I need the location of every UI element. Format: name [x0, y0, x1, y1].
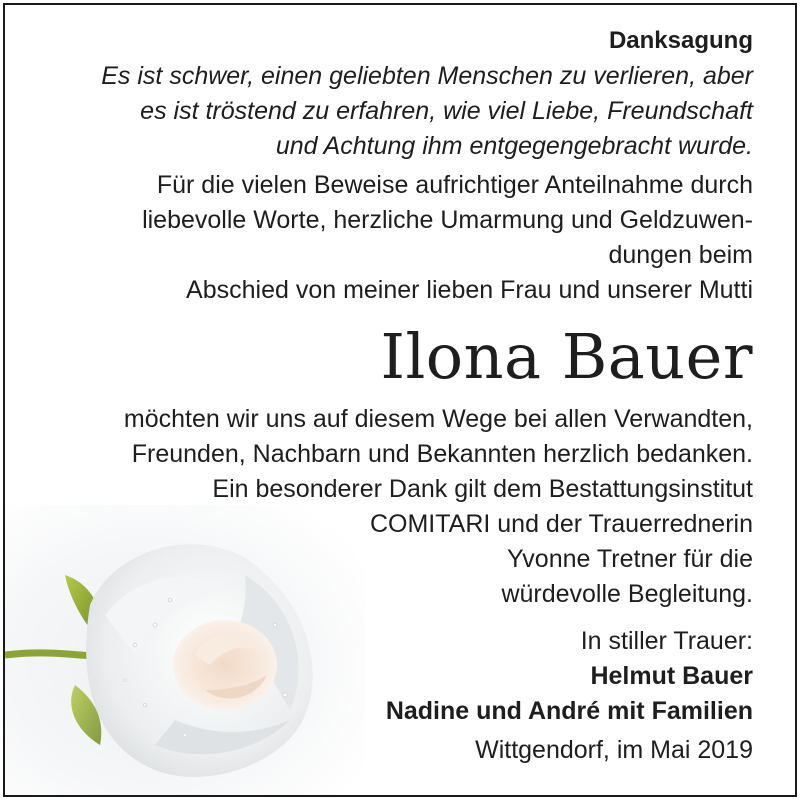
thanks-line: Ein besonderer Dank gilt dem Bestattungsinstitut [212, 475, 753, 503]
quote-line: es ist tröstend zu erfahren, wie viel Liebe, Freundschaft [140, 97, 753, 125]
intro-line: Abschied von meiner lieben Frau und unserer Mutti [186, 276, 753, 304]
thanks-line: Yvonne Tretner für die [507, 545, 753, 573]
intro-line: Für die vielen Beweise aufrichtiger Anteilnahme durch [156, 171, 753, 199]
place-date: Wittgendorf, im Mai 2019 [475, 736, 753, 764]
mourning-label: In stiller Trauer: [580, 627, 753, 655]
heading: Danksagung [608, 27, 753, 54]
quote-line: Es ist schwer, einen geliebten Menschen zu verlieren, aber [101, 62, 753, 90]
quote-line: und Achtung ihm entgegengebracht wurde. [275, 132, 753, 160]
mourner-name: Helmut Bauer [590, 662, 753, 690]
obituary-text [45, 23, 753, 768]
obituary-card [3, 3, 797, 797]
mourner-name: Nadine und André mit Familien [385, 697, 753, 725]
intro-line: dungen beim [608, 241, 753, 269]
thanks-line: Freunden, Nachbarn und Bekannten herzlich bedanken. [131, 440, 753, 468]
intro-line: liebevolle Worte, herzliche Umarmung und Geldzuwen- [142, 206, 753, 234]
deceased-name: Ilona Bauer [380, 320, 753, 393]
thanks-line: möchten wir uns auf diesem Wege bei allen Verwandten, [123, 405, 753, 433]
thanks-line: würdevolle Begleitung. [501, 580, 753, 608]
thanks-line: COMITARI und der Trauerrednerin [369, 510, 753, 538]
